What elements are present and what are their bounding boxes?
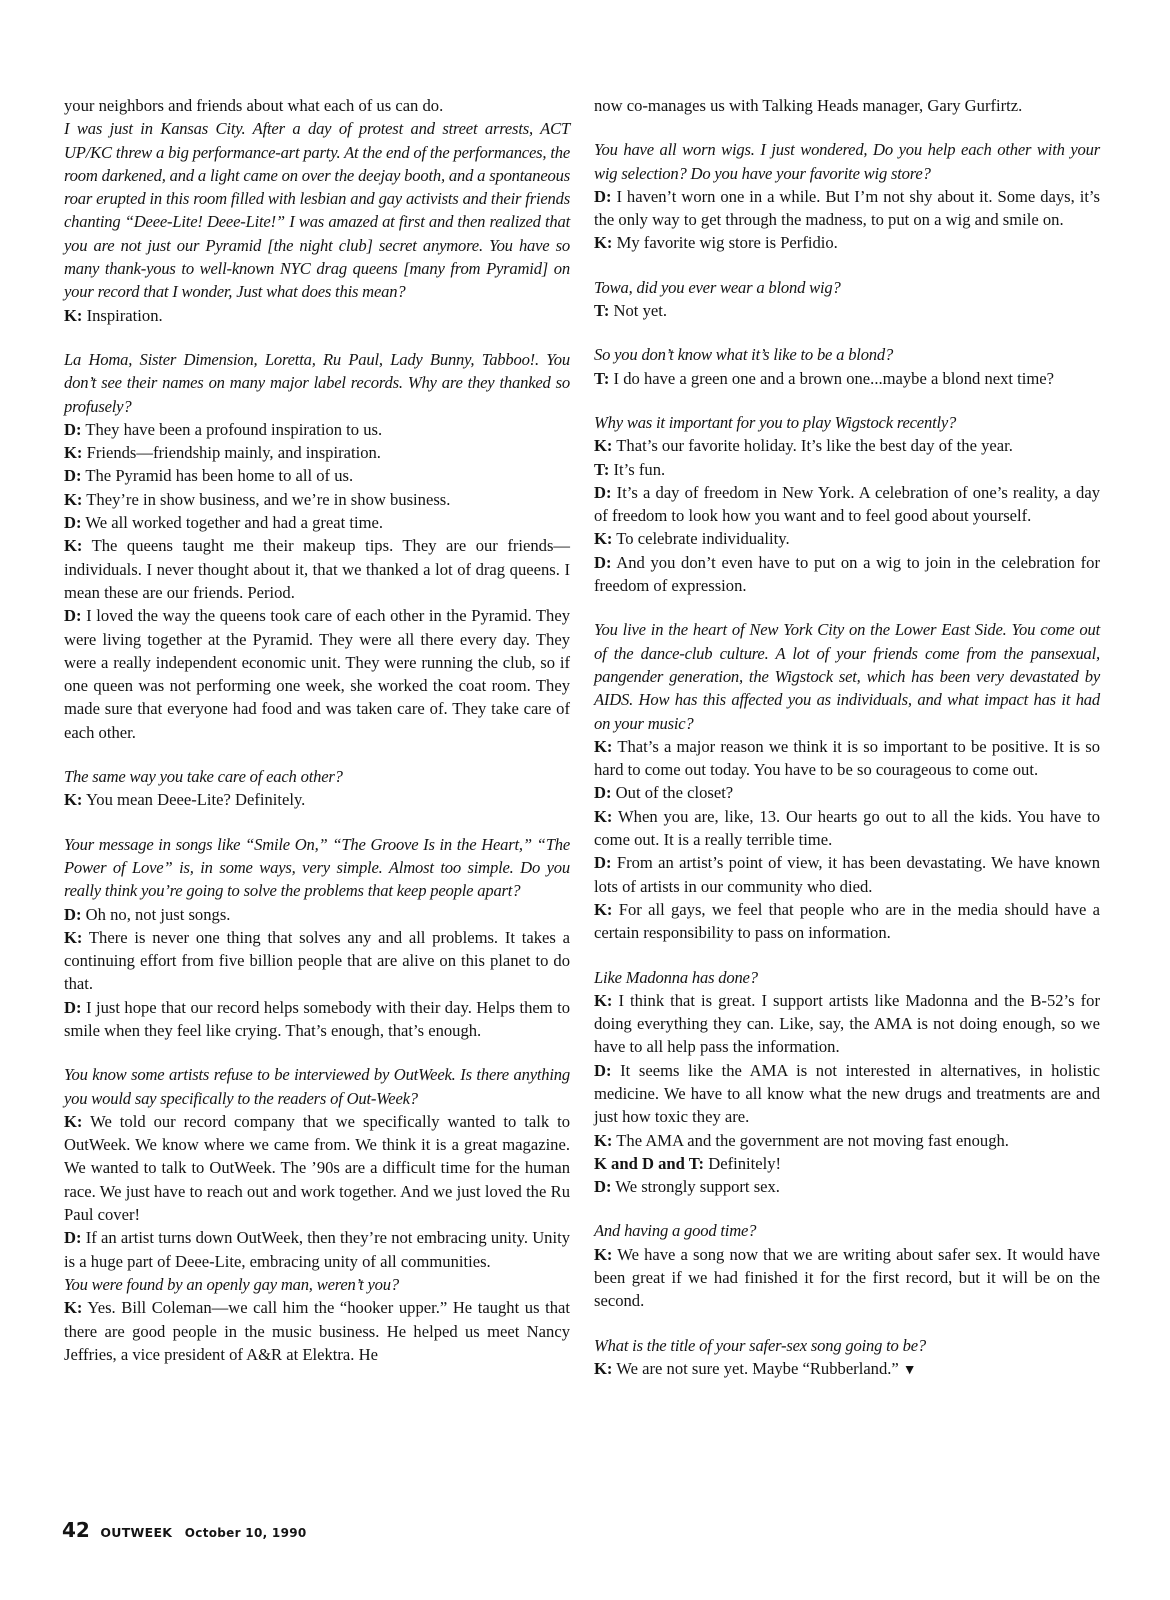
interview-block bbox=[594, 966, 1100, 1199]
interview-block bbox=[594, 94, 1100, 117]
answer-text: And you don’t even have to put on a wig to join in the celebration for freedom of expression. bbox=[594, 552, 1100, 596]
answer-text: You mean Deee-Lite? Definitely. bbox=[85, 790, 306, 810]
answer-text: It seems like the AMA is not interested in alternatives, in holistic medicine. We have to all know what the new drugs and treatments are and just how toxic they are. bbox=[594, 1060, 1100, 1127]
interviewer-question: I was just in Kansas City. After a day of protest and street arrests, ACT UP/KC threw a big performance-art party. At the end of the performances, the room darkened, and a light came on over the deejay booth, and a spontaneous roar erupted in this room filled with lesbian and gay activists and their friends chanting “Deee-Lite! Deee-Lite!” I was amazed at first and then realized that you are not just our Pyramid [the night club] secret anymore. You have so many thank-yous to well-known NYC drag queens [many from Pyramid] on your record that I wonder, Just what does this mean? bbox=[64, 119, 570, 302]
interviewer-question: What is the title of your safer-sex song going to be? bbox=[594, 1335, 926, 1355]
speaker-label: K: bbox=[64, 790, 83, 810]
answer-text: Friends—friendship mainly, and inspiration. bbox=[86, 443, 381, 463]
speaker-label: D: bbox=[594, 853, 612, 873]
interviewee-answer bbox=[594, 989, 1100, 1059]
interviewee-answer bbox=[64, 441, 570, 464]
interviewee-answer bbox=[64, 1226, 570, 1273]
interviewer-question: You live in the heart of New York City on the Lower East Side. You come out of the dance-club culture. A lot of your friends come from the pansexual, pangender generation, the Wigstock set, which has been very devastated by AIDS. How has this affected you as individuals, and what impact has it had on your music? bbox=[594, 620, 1100, 733]
speaker-label: D: bbox=[64, 513, 82, 533]
speaker-label: D: bbox=[594, 482, 612, 502]
page-number: 42 bbox=[62, 1518, 90, 1542]
answer-text: It’s a day of freedom in New York. A celebration of one’s reality, a day of freedom to look how you want and to feel good about yourself. bbox=[594, 482, 1100, 526]
interviewee-answer bbox=[594, 551, 1100, 598]
speaker-label: K: bbox=[64, 305, 83, 325]
speaker-label: D: bbox=[594, 783, 612, 803]
interviewee-answer bbox=[594, 1129, 1100, 1152]
issue-date: October 10, 1990 bbox=[184, 1526, 307, 1540]
interviewee-answer bbox=[64, 788, 570, 811]
interviewee-answer bbox=[594, 231, 1100, 254]
interviewee-answer bbox=[594, 299, 1100, 322]
answer-text: When you are, like, 13. Our hearts go out to all the kids. You have to come out. It is a really terrible time. bbox=[594, 806, 1100, 850]
interviewer-question: Towa, did you ever wear a blond wig? bbox=[594, 277, 841, 297]
interviewee-answer bbox=[594, 185, 1100, 232]
answer-text: It’s fun. bbox=[613, 459, 666, 479]
interviewer-question: La Homa, Sister Dimension, Loretta, Ru Paul, Lady Bunny, Tabboo!. You don’t see their names on many major label records. Why are they thanked so profusely? bbox=[64, 349, 570, 416]
speaker-label: T: bbox=[594, 368, 610, 388]
interview-block bbox=[64, 1063, 570, 1366]
interviewee-answer bbox=[594, 1175, 1100, 1198]
answer-text: I do have a green one and a brown one...maybe a blond next time? bbox=[613, 368, 1055, 388]
speaker-label: K: bbox=[594, 990, 613, 1010]
interviewer-question: And having a good time? bbox=[594, 1221, 757, 1241]
speaker-label: D: bbox=[594, 1060, 612, 1080]
speaker-label: T: bbox=[594, 301, 610, 321]
answer-text: From an artist’s point of view, it has been devastating. We have known lots of artists in our community who died. bbox=[594, 853, 1101, 896]
interviewee-answer bbox=[594, 1357, 1100, 1382]
interviewee-answer bbox=[594, 851, 1100, 898]
interviewee-answer bbox=[64, 534, 570, 604]
answer-text: They have been a profound inspiration to us. bbox=[85, 419, 383, 439]
answer-text: If an artist turns down OutWeek, then they’re not embracing unity. Unity is a huge part of Deee-Lite, embracing unity of all communities. bbox=[64, 1228, 570, 1271]
interviewee-answer bbox=[64, 488, 570, 511]
speaker-label: K: bbox=[64, 536, 83, 556]
speaker-label: K: bbox=[594, 233, 613, 253]
interviewer-question: You have all worn wigs. I just wondered, Do you help each other with your wig selection? Do you have your favorite wig store? bbox=[594, 140, 1100, 183]
right-column bbox=[594, 94, 1100, 1382]
interviewer-question: Like Madonna has done? bbox=[594, 967, 758, 987]
answer-text: The AMA and the government are not moving fast enough. bbox=[616, 1130, 1009, 1150]
speaker-label: D: bbox=[64, 1228, 82, 1248]
interviewee-answer bbox=[64, 511, 570, 534]
magazine-name: OUTWEEK bbox=[100, 1525, 173, 1540]
speaker-label: K: bbox=[64, 1111, 83, 1131]
answer-text: Out of the closet? bbox=[615, 783, 734, 803]
answer-text: We strongly support sex. bbox=[615, 1177, 780, 1197]
interviewer-question: You know some artists refuse to be interviewed by OutWeek. Is there anything you would say specifically to the readers of Out-Week? bbox=[64, 1065, 570, 1108]
answer-text: I just hope that our record helps somebody with their day. Helps them to smile when they feel like crying. That’s enough, that’s enough. bbox=[64, 997, 571, 1040]
interview-block bbox=[594, 411, 1100, 597]
answer-text: Definitely! bbox=[708, 1153, 782, 1173]
answer-text: That’s our favorite holiday. It’s like the best day of the year. bbox=[616, 436, 1013, 456]
interviewee-answer bbox=[594, 1243, 1100, 1313]
interview-block bbox=[594, 343, 1100, 390]
interviewee-answer bbox=[64, 418, 570, 441]
interviewee-answer bbox=[594, 735, 1100, 782]
interview-block bbox=[64, 833, 570, 1043]
interview-block bbox=[594, 1219, 1100, 1312]
interview-block bbox=[64, 765, 570, 812]
speaker-label: D: bbox=[64, 997, 82, 1017]
answer-text: We told our record company that we specifically wanted to talk to OutWeek. We know where we came from. We think it is a great magazine. We wanted to talk to OutWeek. The ’90s are a difficult time for the human race. We just have to reach out and work together. And we just loved the Ru Paul cover! bbox=[64, 1111, 570, 1225]
speaker-label: D: bbox=[594, 552, 612, 572]
speaker-label: T: bbox=[594, 459, 610, 479]
speaker-label: K and D and T: bbox=[594, 1153, 705, 1173]
speaker-label: D: bbox=[64, 466, 82, 486]
answer-text: We all worked together and had a great time. bbox=[85, 513, 384, 533]
speaker-label: K: bbox=[64, 927, 83, 947]
interviewer-question: So you don’t know what it’s like to be a blond? bbox=[594, 345, 894, 365]
answer-text: They’re in show business, and we’re in show business. bbox=[86, 489, 451, 509]
interviewee-answer bbox=[64, 996, 570, 1043]
interviewee-answer bbox=[594, 898, 1100, 945]
answer-text: We are not sure yet. Maybe “Rubberland.” bbox=[616, 1358, 899, 1378]
answer-text: Not yet. bbox=[613, 301, 667, 321]
speaker-label: D: bbox=[594, 186, 612, 206]
answer-text: My favorite wig store is Perfidio. bbox=[616, 233, 838, 253]
answer-text: The Pyramid has been home to all of us. bbox=[85, 466, 354, 486]
speaker-label: K: bbox=[64, 489, 83, 509]
interviewee-answer bbox=[64, 926, 570, 996]
body-text: your neighbors and friends about what each of us can do. bbox=[64, 96, 444, 115]
body-text: now co-manages us with Talking Heads manager, Gary Gurfirtz. bbox=[594, 96, 1023, 115]
interviewee-answer bbox=[594, 481, 1100, 528]
interviewee-answer bbox=[64, 1296, 570, 1366]
speaker-label: K: bbox=[594, 736, 613, 756]
interviewer-question: Your message in songs like “Smile On,” “The Groove Is in the Heart,” “The Power of Love” is, in some ways, very simple. Almost too simple. Do you really think you’re going to solve the problems that keep people apart? bbox=[64, 834, 570, 901]
speaker-label: K: bbox=[594, 806, 613, 826]
interviewer-question: The same way you take care of each other? bbox=[64, 767, 343, 787]
interview-block bbox=[64, 348, 570, 744]
interviewee-answer bbox=[594, 458, 1100, 481]
interviewer-question: Why was it important for you to play Wigstock recently? bbox=[594, 412, 957, 432]
interviewee-answer bbox=[594, 781, 1100, 804]
interviewee-answer bbox=[64, 903, 570, 926]
speaker-label: K: bbox=[64, 1298, 83, 1318]
answer-text: The queens taught me their makeup tips. They are our friends—individuals. I never thought about it, that we thanked a lot of drag queens. I mean these are our friends. Period. bbox=[64, 536, 570, 602]
interviewee-answer bbox=[594, 1152, 1100, 1175]
answer-text: Inspiration. bbox=[86, 305, 163, 325]
answer-text: Yes. Bill Coleman—we call him the “hooker upper.” He taught us that there are good people in the music business. He helped us meet Nancy Jeffries, a vice president of A&R at Elektra. He bbox=[64, 1298, 570, 1364]
interviewee-answer bbox=[594, 367, 1100, 390]
speaker-label: K: bbox=[594, 436, 613, 456]
interviewee-answer bbox=[594, 527, 1100, 550]
interviewee-answer bbox=[64, 604, 570, 744]
answer-text: There is never one thing that solves any and all problems. It takes a continuing effort from five billion people that are alive on this planet to do that. bbox=[64, 927, 570, 994]
interview-block bbox=[594, 276, 1100, 323]
page-footer bbox=[62, 1518, 307, 1542]
speaker-label: K: bbox=[64, 443, 83, 463]
interviewee-answer bbox=[64, 464, 570, 487]
answer-text: To celebrate individuality. bbox=[616, 529, 790, 549]
interview-block bbox=[64, 117, 570, 327]
interviewee-answer bbox=[64, 1110, 570, 1226]
interviewee-answer bbox=[594, 805, 1100, 852]
interview-block bbox=[594, 1334, 1100, 1383]
answer-text: For all gays, we feel that people who are in the media should have a certain responsibility to pass on information. bbox=[594, 899, 1100, 943]
speaker-label: K: bbox=[594, 1358, 613, 1378]
answer-text: I haven’t worn one in a while. But I’m not shy about it. Some days, it’s the only way to get through the madness, to put on a wig and smile on. bbox=[594, 186, 1100, 230]
answer-text: I loved the way the queens took care of each other in the Pyramid. They were living together at the Pyramid. They were all there every day. They were a really independent economic unit. They were running the club, so if one queen was not performing one week, she worked the coat room. They made sure that everyone had food and was taken care of. They take care of each other. bbox=[64, 606, 570, 742]
interviewer-question: You were found by an openly gay man, weren’t you? bbox=[64, 1274, 399, 1294]
speaker-label: K: bbox=[594, 899, 613, 919]
answer-text: I think that is great. I support artists like Madonna and the B-52’s for doing everything they can. Like, say, the AMA is not doing enough, so we have to all help pass the information. bbox=[594, 990, 1100, 1057]
answer-text: That’s a major reason we think it is so important to be positive. It is so hard to come out today. You have to be so courageous to come out. bbox=[594, 736, 1100, 780]
speaker-label: D: bbox=[64, 419, 82, 439]
answer-text: Oh no, not just songs. bbox=[85, 904, 231, 924]
interviewee-answer bbox=[594, 1059, 1100, 1129]
interviewee-answer bbox=[64, 304, 570, 327]
end-mark-icon: ▼ bbox=[902, 1362, 917, 1378]
interview-block bbox=[594, 138, 1100, 254]
interview-block bbox=[64, 94, 570, 117]
speaker-label: K: bbox=[594, 1244, 613, 1264]
answer-text: We have a song now that we are writing about safer sex. It would have been great if we had finished it for the first record, but it will be on the second. bbox=[594, 1244, 1100, 1311]
speaker-label: K: bbox=[594, 1130, 613, 1150]
speaker-label: D: bbox=[594, 1177, 612, 1197]
interview-block bbox=[594, 618, 1100, 944]
speaker-label: D: bbox=[64, 904, 82, 924]
interviewee-answer bbox=[594, 434, 1100, 457]
speaker-label: D: bbox=[64, 606, 82, 626]
speaker-label: K: bbox=[594, 529, 613, 549]
left-column bbox=[64, 94, 570, 1366]
